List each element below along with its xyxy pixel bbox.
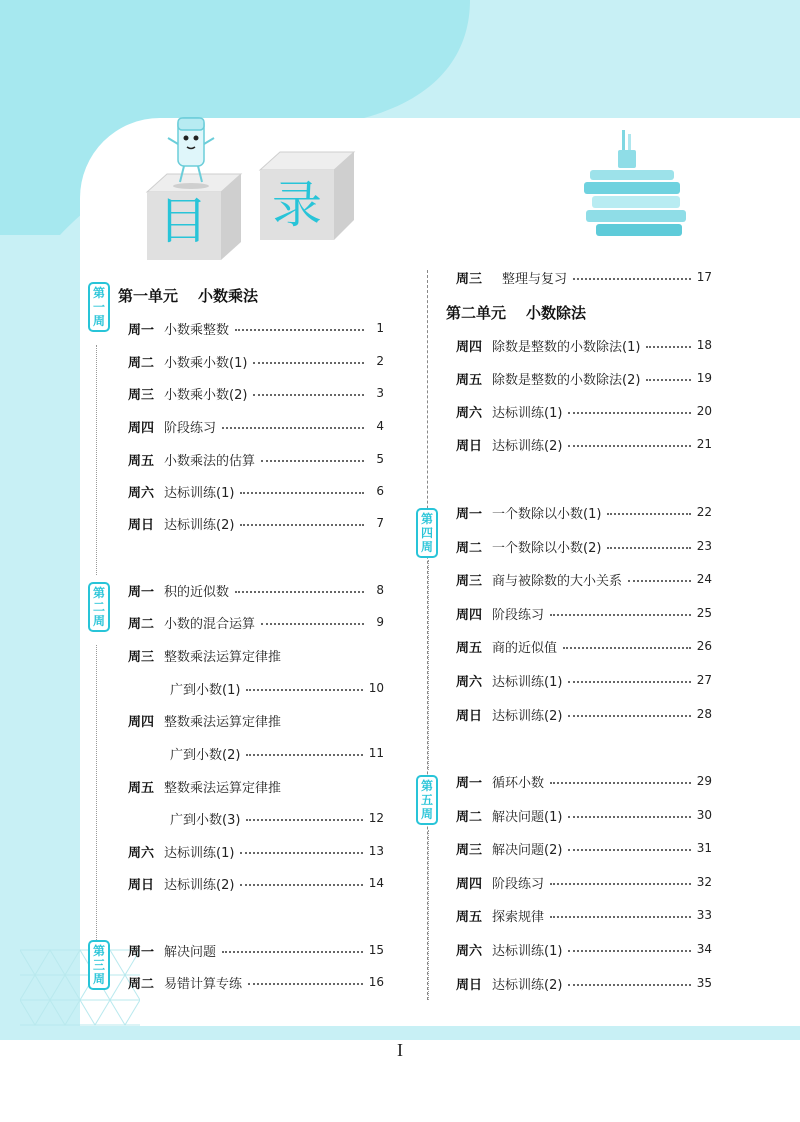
toc-entry[interactable]: 周六 达标训练(1) 20: [456, 404, 712, 421]
toc-entry-continuation[interactable]: 广到小数(3) 12: [170, 811, 384, 828]
toc-entry[interactable]: 周二 解决问题(1) 30: [456, 808, 712, 825]
eraser-mascot-illustration: [160, 110, 220, 190]
title-char-mu: 目: [158, 192, 208, 250]
week-connector-line: [96, 345, 97, 575]
unit-2-title: 第二单元 小数除法: [446, 304, 587, 322]
toc-entry[interactable]: 周四 阶段练习 32: [456, 875, 712, 892]
week-tag-1: 第 一 周: [88, 282, 110, 332]
toc-entry[interactable]: 周六 达标训练(1) 6: [128, 484, 384, 501]
toc-entry[interactable]: 周五 整数乘法运算定律推: [128, 780, 282, 796]
toc-entry[interactable]: 周三 整理与复习 17: [456, 270, 712, 287]
toc-entry[interactable]: 周四 阶段练习 4: [128, 419, 384, 436]
book-stack-illustration: [582, 128, 692, 238]
toc-entry-continuation[interactable]: 广到小数(1) 10: [170, 681, 384, 698]
toc-entry[interactable]: 周六 达标训练(1) 34: [456, 942, 712, 959]
toc-entry-continuation[interactable]: 广到小数(2) 11: [170, 746, 384, 763]
week-connector-line: [96, 645, 97, 940]
toc-entry[interactable]: 周三 解决问题(2) 31: [456, 841, 712, 858]
toc-entry[interactable]: 周三 整数乘法运算定律推: [128, 649, 282, 665]
toc-entry[interactable]: 周日 达标训练(2) 7: [128, 516, 384, 533]
triangle-pattern-decoration: [20, 930, 140, 1040]
toc-entry[interactable]: 周日 达标训练(2) 14: [128, 876, 384, 893]
toc-entry[interactable]: 周二 易错计算专练 16: [128, 975, 384, 992]
toc-entry[interactable]: 周六 达标训练(1) 27: [456, 673, 712, 690]
toc-entry[interactable]: 周二 小数乘小数(1) 2: [128, 354, 384, 371]
toc-entry[interactable]: 周一 循环小数 29: [456, 774, 712, 791]
toc-entry[interactable]: 周一 小数乘整数 1: [128, 321, 384, 338]
toc-entry[interactable]: 周一 一个数除以小数(1) 22: [456, 505, 712, 522]
toc-entry[interactable]: 周日 达标训练(2) 28: [456, 707, 712, 724]
toc-entry[interactable]: 周二 一个数除以小数(2) 23: [456, 539, 712, 556]
toc-entry[interactable]: 周五 商的近似值 26: [456, 639, 712, 656]
toc-entry[interactable]: 周五 探索规律 33: [456, 908, 712, 925]
toc-entry[interactable]: 周日 达标训练(2) 21: [456, 437, 712, 454]
toc-entry[interactable]: 周三 商与被除数的大小关系 24: [456, 572, 712, 589]
unit-1-title: 第一单元 小数乘法: [118, 287, 259, 305]
week-connector-line: [428, 560, 429, 770]
toc-entry[interactable]: 周四 阶段练习 25: [456, 606, 712, 623]
toc-entry[interactable]: 周一 解决问题 15: [128, 943, 384, 960]
week-connector-line: [428, 830, 429, 1000]
title-char-lu: 录: [272, 176, 322, 234]
toc-entry[interactable]: 周五 小数乘法的估算 5: [128, 452, 384, 469]
toc-entry[interactable]: 周日 达标训练(2) 35: [456, 976, 712, 993]
page-number: I: [397, 1040, 403, 1060]
toc-entry[interactable]: 周五 除数是整数的小数除法(2) 19: [456, 371, 712, 388]
toc-entry[interactable]: 周一 积的近似数 8: [128, 583, 384, 600]
week-tag-3: 第 三 周: [88, 940, 110, 990]
toc-entry[interactable]: 周四 整数乘法运算定律推: [128, 714, 282, 730]
toc-entry[interactable]: 周六 达标训练(1) 13: [128, 844, 384, 861]
toc-entry[interactable]: 周四 除数是整数的小数除法(1) 18: [456, 338, 712, 355]
toc-entry[interactable]: 周二 小数的混合运算 9: [128, 615, 384, 632]
week-tag-2: 第 二 周: [88, 582, 110, 632]
week-tag-5: 第 五 周: [416, 775, 438, 825]
week-tag-4: 第 四 周: [416, 508, 438, 558]
toc-entry[interactable]: 周三 小数乘小数(2) 3: [128, 386, 384, 403]
